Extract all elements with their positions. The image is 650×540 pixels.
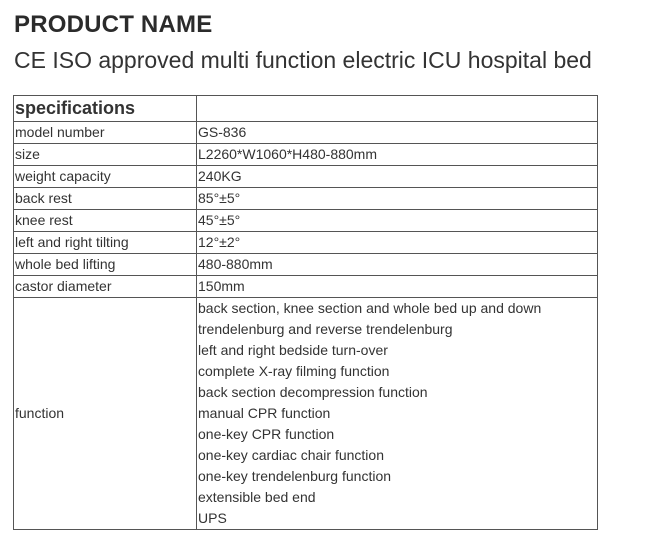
spec-value: GS-836 bbox=[197, 122, 598, 144]
spec-label: castor diameter bbox=[14, 276, 197, 298]
spec-label: weight capacity bbox=[14, 166, 197, 188]
spec-value: 12°±2° bbox=[197, 232, 598, 254]
table-row bbox=[14, 210, 598, 232]
table-row bbox=[14, 232, 598, 254]
spec-value: L2260*W1060*H480-880mm bbox=[197, 144, 598, 166]
product-title: CE ISO approved multi function electric ICU hospital bed bbox=[14, 47, 592, 73]
spec-label: left and right tilting bbox=[14, 232, 197, 254]
spec-label: model number bbox=[14, 122, 197, 144]
function-item: back section decompression function bbox=[198, 384, 428, 400]
table-header-row bbox=[14, 96, 598, 122]
function-item: manual CPR function bbox=[198, 405, 331, 421]
spec-label: back rest bbox=[14, 188, 197, 210]
function-list bbox=[197, 298, 598, 530]
table-row bbox=[14, 276, 598, 298]
function-item: extensible bed end bbox=[198, 489, 316, 505]
section-heading: PRODUCT NAME bbox=[14, 11, 213, 38]
function-item: left and right bedside turn-over bbox=[198, 342, 388, 358]
function-item: one-key CPR function bbox=[198, 426, 335, 442]
header-empty-cell bbox=[197, 96, 598, 122]
table-row bbox=[14, 122, 598, 144]
function-item: one-key cardiac chair function bbox=[198, 447, 384, 463]
function-item: trendelenburg and reverse trendelenburg bbox=[198, 321, 453, 337]
specifications-table bbox=[13, 95, 598, 530]
function-item: back section, knee section and whole bed up and down bbox=[198, 300, 542, 316]
function-label: function bbox=[14, 298, 197, 530]
spec-value: 150mm bbox=[197, 276, 598, 298]
function-item: UPS bbox=[198, 510, 227, 526]
table-row bbox=[14, 166, 598, 188]
spec-label: knee rest bbox=[14, 210, 197, 232]
specifications-header-cell: specifications bbox=[14, 96, 197, 122]
table-row bbox=[14, 254, 598, 276]
spec-value: 240KG bbox=[197, 166, 598, 188]
function-item: complete X-ray filming function bbox=[198, 363, 390, 379]
spec-label: size bbox=[14, 144, 197, 166]
spec-value: 85°±5° bbox=[197, 188, 598, 210]
function-item: one-key trendelenburg function bbox=[198, 468, 392, 484]
table-row bbox=[14, 188, 598, 210]
spec-value: 480-880mm bbox=[197, 254, 598, 276]
spec-value: 45°±5° bbox=[197, 210, 598, 232]
function-row bbox=[14, 298, 598, 530]
table-row bbox=[14, 144, 598, 166]
spec-label: whole bed lifting bbox=[14, 254, 197, 276]
